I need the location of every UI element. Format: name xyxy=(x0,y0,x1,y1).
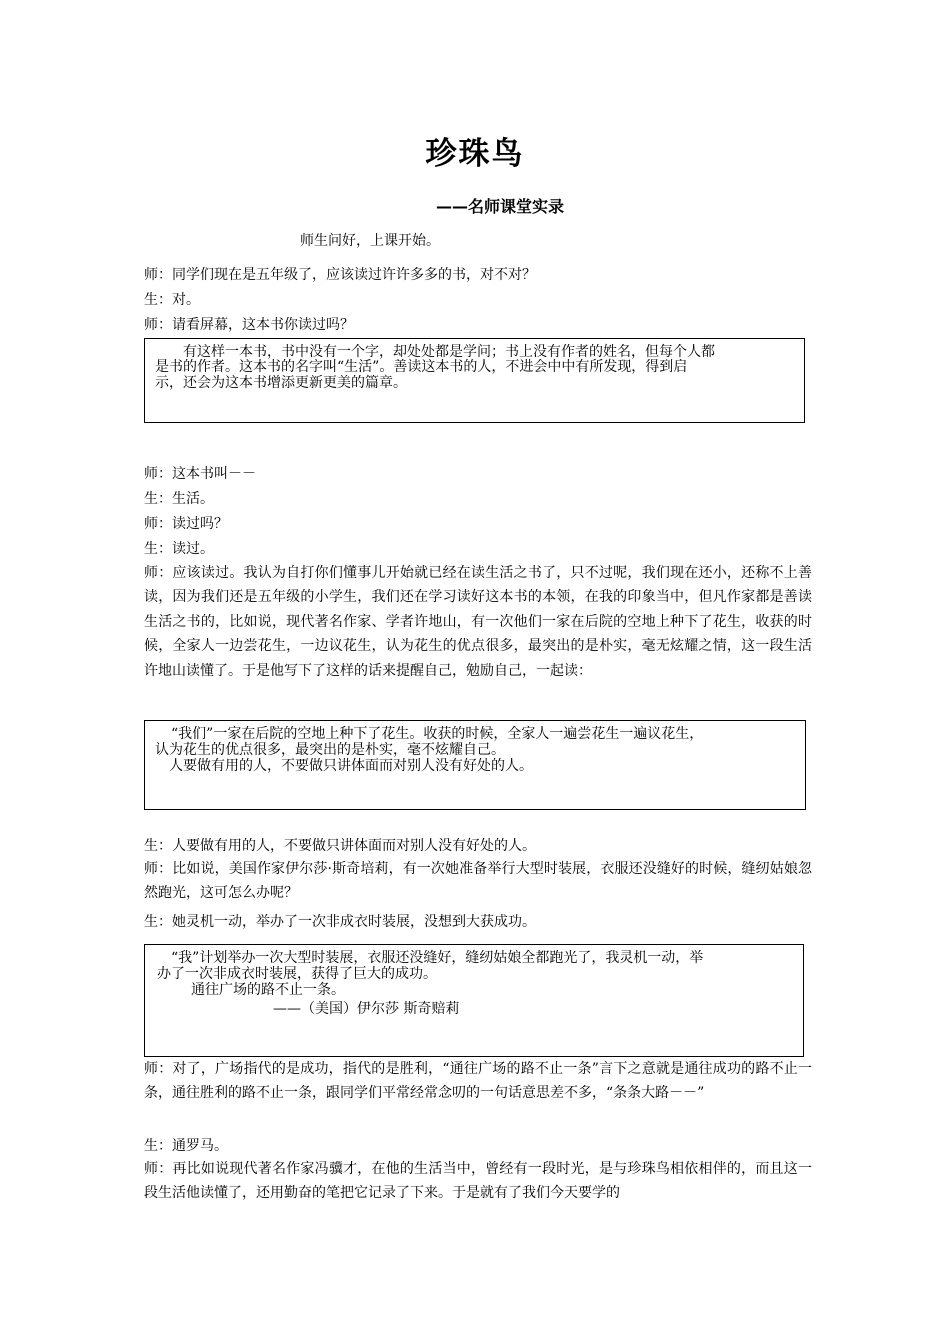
dialogue-line: 生：她灵机一动，举办了一次非成衣时装展，没想到大获成功。 xyxy=(144,914,536,930)
dialogue-line: 生：人要做有用的人，不要做只讲体面而对别人没有好处的人。 xyxy=(144,838,536,854)
page-subtitle: ——名师课堂实录 xyxy=(436,197,565,216)
quote-box-1 xyxy=(144,338,805,423)
dialogue-line: 生：生活。 xyxy=(144,491,214,507)
quote-box-3 xyxy=(144,944,804,1057)
teacher-paragraph: 师：应该读过。我认为自打你们懂事儿开始就已经在读生活之书了，只不过呢，我们现在还小，还称不上善读，因为我们还是五年级的小学生，我们还在学习读好这本书的本领，在我的印象当中，但凡作家都是善读生活之书的，比如说，现代著名作家、学者许地山，有一次他们一家在后院的空地上种下了花生，收获的时候，全家人一边尝花生，一边议花生，认为花生的优点很多，最突出的是朴实，毫无炫耀之情，这一段生活许地山读懂了。于是他写下了这样的话来提醒自己，勉励自己，一起读： xyxy=(144,565,812,679)
quote-line: 有这样一本书，书中没有一个字，却处处都是学问；书上没有作者的姓名，但每个人都 xyxy=(183,344,715,360)
quote-line: 是书的作者。这本书的名字叫“生活”。善读这本书的人，不进会中中有所发现，得到启 xyxy=(155,359,688,375)
quote-line: 人要做有用的人，不要做只讲体面而对别人没有好处的人。 xyxy=(169,758,533,774)
quote-line: 办了一次非成衣时装展，获得了巨大的成功。 xyxy=(157,966,437,982)
dialogue-line: 师：同学们现在是五年级了，应该读过许许多多的书，对不对？ xyxy=(144,267,536,283)
page-title: 珍珠鸟 xyxy=(425,136,525,172)
teacher-paragraph: 师：再比如说现代著名作家冯骥才，在他的生活当中，曾经有一段时光，是与珍珠鸟相依相伴的，而且这一段生活他读懂了，还用勤奋的笔把它记录了下来。于是就有了我们今天要学的 xyxy=(144,1161,812,1202)
quote-line: “我们”一家在后院的空地上种下了花生。收获的时候，全家人一遍尝花生一遍议花生， xyxy=(171,726,704,742)
teacher-paragraph: 师：对了，广场指代的是成功，指代的是胜利，“通往广场的路不止一条”言下之意就是通往成功的路不止一条，通往胜利的路不止一条，跟同学们平常经常念叨的一句话意思差不多，“条条大路－－” xyxy=(144,1061,812,1102)
dialogue-line: 生：通罗马。 xyxy=(144,1138,228,1154)
quote-attribution: ——（美国）伊尔莎 斯奇赔莉 xyxy=(273,1001,460,1017)
quote-line: “我”计划举办一次大型时装展，衣服还没缝好，缝纫姑娘全都跑光了，我灵机一动，举 xyxy=(171,950,704,966)
dialogue-line: 师：读过吗？ xyxy=(144,516,228,532)
quote-line: 认为花生的优点很多，最突出的是朴实，毫不炫耀自己。 xyxy=(155,742,505,758)
dialogue-line: 生：读过。 xyxy=(144,541,214,557)
greeting-line: 师生问好，上课开始。 xyxy=(300,233,440,249)
quote-box-2 xyxy=(144,720,806,810)
quote-line: 通往广场的路不止一条。 xyxy=(191,982,345,998)
teacher-paragraph: 师：比如说，美国作家伊尔莎·斯奇培莉，有一次她准备举行大型时装展，衣服还没缝好的时候，缝纫姑娘忽然跑光，这可怎么办呢？ xyxy=(144,861,812,902)
dialogue-line: 生：对。 xyxy=(144,292,200,308)
quote-line: 示，还会为这本书增添更新更美的篇章。 xyxy=(155,375,407,391)
dialogue-line: 师：这本书叫－－ xyxy=(144,466,256,482)
dialogue-line: 师：请看屏幕，这本书你读过吗？ xyxy=(144,317,354,333)
